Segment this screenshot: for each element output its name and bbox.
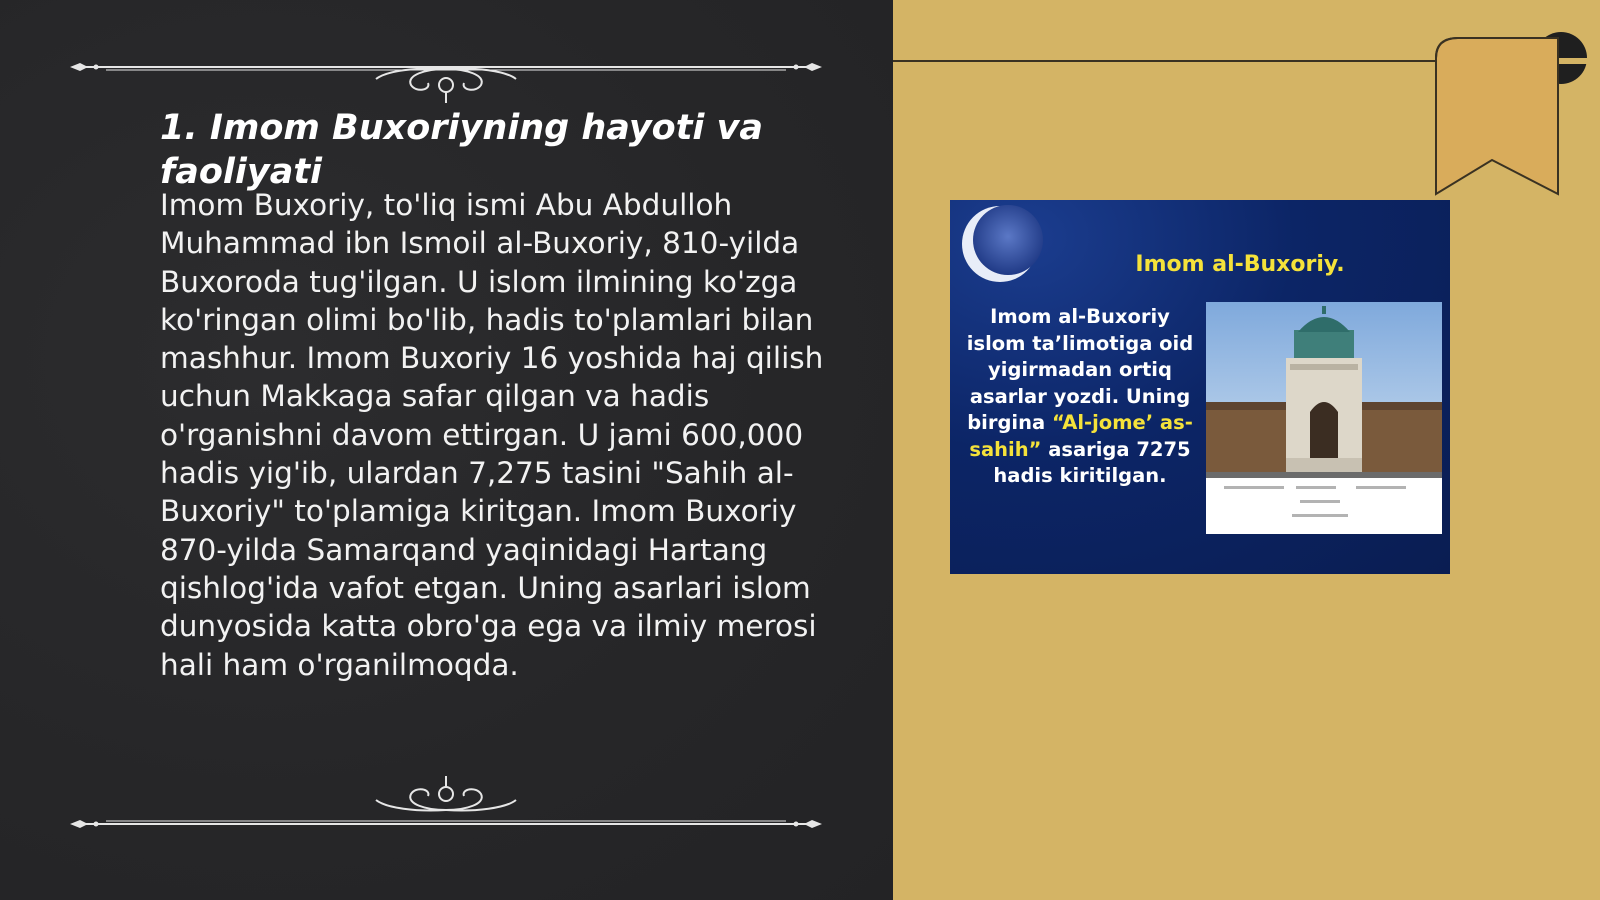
figure-text-end: asariga 7275 hadis kiritilgan.	[993, 437, 1191, 487]
ornament-divider-bottom	[66, 770, 826, 830]
body-paragraph: Imom Buxoriy, to'liq ismi Abu Abdulloh Muhammad ibn Ismoil al-Buxoriy, 810-yilda Buxoroda tug'ilgan. U islom ilmining ko'zga ko'ringan olimi bo'lib, hadis to'plamlari bilan mashhur. Imom Buxoriy 16 yoshida haj qilish uchun Makkaga safar qilgan va hadis o'rganishni davom ettirgan. U jami 600,000 hadis yig'ib, ulardan 7,275 tasini "Sahih al-Buxoriy" to'plamiga kiritgan. Imom Buxoriy 870-yilda Samarqand yaqinidagi Hartang qishlog'ida vafot etgan. Uning asarlari islom dunyosida katta obro'ga ega va ilmiy merosi hali ham o'rganilmoqda.	[160, 188, 824, 682]
mosque-photo	[1206, 302, 1442, 534]
ornament-divider-top	[66, 45, 826, 105]
figure-text	[960, 304, 1200, 490]
figure-title: Imom al-Buxoriy.	[1135, 252, 1345, 277]
crescent-moon-icon	[950, 200, 1050, 300]
bookmark-ribbon-icon	[1430, 32, 1600, 202]
slide-title: 1. Imom Buxoriyning hayoti va faoliyati	[160, 108, 764, 192]
figure-highlight: “Al-jome’ as-sahih”	[969, 411, 1193, 461]
figure-text-start: Imom al-Buxoriy islom ta’limotiga oid yigirmadan ortiq asarlar yozdi. Uning birgina	[966, 305, 1194, 434]
figure-image	[950, 200, 1450, 574]
